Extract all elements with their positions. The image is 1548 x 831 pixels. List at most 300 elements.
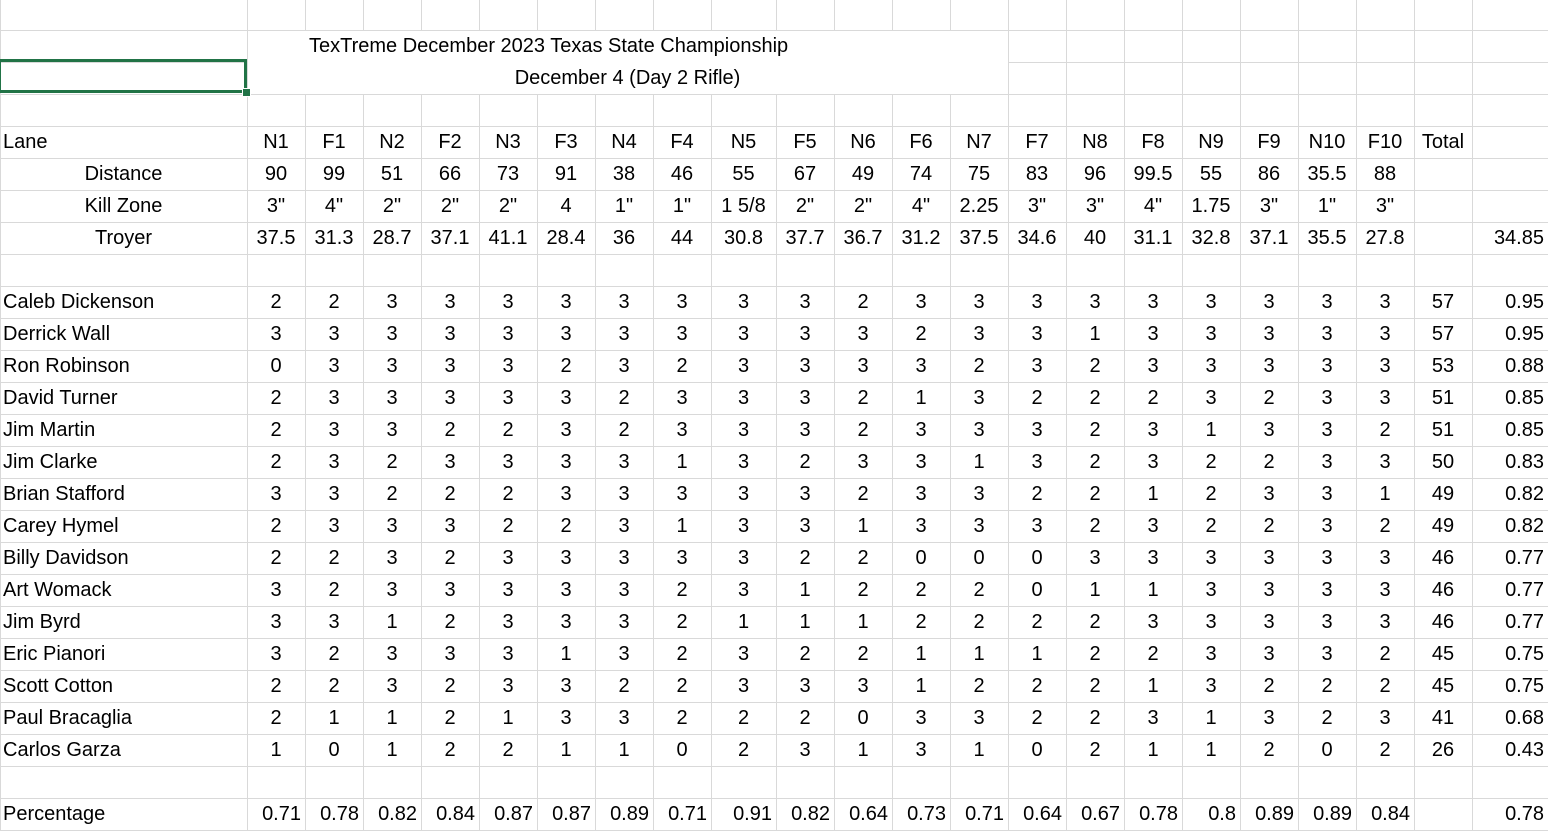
shooter-score[interactable]: 2 bbox=[618, 419, 630, 441]
troyer-average[interactable]: 34.85 bbox=[1493, 227, 1544, 249]
shooter-score[interactable]: 3 bbox=[737, 387, 750, 409]
shooter-score[interactable]: 3 bbox=[328, 451, 340, 473]
shooter-name[interactable]: Billy Davidson bbox=[3, 547, 129, 569]
shooter-score[interactable]: 1 bbox=[328, 707, 340, 729]
shooter-score[interactable]: 3 bbox=[1321, 579, 1333, 601]
distance-label[interactable]: Distance bbox=[84, 163, 163, 185]
shooter-score[interactable]: 3 bbox=[1321, 387, 1333, 409]
distance-value[interactable]: 99 bbox=[322, 163, 346, 185]
shooter-score[interactable]: 3 bbox=[502, 579, 514, 601]
shooter-percentage[interactable]: 0.95 bbox=[1505, 291, 1544, 313]
shooter-name[interactable]: Caleb Dickenson bbox=[3, 291, 155, 313]
shooter-score[interactable]: 3 bbox=[799, 387, 811, 409]
shooter-score[interactable]: 3 bbox=[618, 707, 630, 729]
shooter-score[interactable]: 2 bbox=[1089, 675, 1101, 697]
shooter-score[interactable]: 3 bbox=[1031, 515, 1043, 537]
shooter-score[interactable]: 3 bbox=[502, 323, 514, 345]
shooter-score[interactable]: 1 bbox=[1147, 675, 1159, 697]
shooter-score[interactable]: 3 bbox=[618, 515, 630, 537]
shooter-score[interactable]: 3 bbox=[560, 675, 572, 697]
shooter-score[interactable]: 1 bbox=[737, 611, 750, 633]
shooter-score[interactable]: 3 bbox=[444, 355, 456, 377]
shooter-score[interactable]: 3 bbox=[328, 419, 340, 441]
shooter-score[interactable]: 3 bbox=[1321, 515, 1333, 537]
shooter-score[interactable]: 3 bbox=[1205, 675, 1217, 697]
shooter-score[interactable]: 3 bbox=[973, 323, 985, 345]
shooter-score[interactable]: 2 bbox=[737, 739, 750, 761]
shooter-score[interactable]: 2 bbox=[560, 515, 572, 537]
shooter-score[interactable]: 3 bbox=[560, 419, 572, 441]
shooter-score[interactable]: 3 bbox=[737, 451, 750, 473]
shooter-score[interactable]: 3 bbox=[502, 291, 514, 313]
shooter-score[interactable]: 3 bbox=[915, 419, 927, 441]
kill-zone-value[interactable]: 2" bbox=[498, 195, 518, 217]
shooter-score[interactable]: 1 bbox=[560, 643, 572, 665]
shooter-score[interactable]: 3 bbox=[444, 451, 456, 473]
shooter-score[interactable]: 2 bbox=[799, 643, 811, 665]
shooter-score[interactable]: 1 bbox=[973, 451, 985, 473]
shooter-score[interactable]: 3 bbox=[1205, 387, 1217, 409]
shooter-score[interactable]: 3 bbox=[386, 579, 398, 601]
lane-header[interactable]: N10 bbox=[1308, 131, 1346, 153]
shooter-score[interactable]: 3 bbox=[560, 707, 572, 729]
shooter-score[interactable]: 3 bbox=[1379, 387, 1391, 409]
kill-zone-value[interactable]: 4 bbox=[560, 195, 572, 217]
shooter-score[interactable]: 2 bbox=[1031, 483, 1043, 505]
shooter-score[interactable]: 2 bbox=[1263, 515, 1275, 537]
shooter-score[interactable]: 3 bbox=[973, 483, 985, 505]
kill-zone-label[interactable]: Kill Zone bbox=[84, 195, 163, 217]
shooter-score[interactable]: 3 bbox=[328, 387, 340, 409]
shooter-score[interactable]: 2 bbox=[857, 483, 869, 505]
shooter-score[interactable]: 2 bbox=[1147, 387, 1159, 409]
shooter-score[interactable]: 3 bbox=[270, 323, 282, 345]
shooter-score[interactable]: 2 bbox=[444, 419, 456, 441]
distance-value[interactable]: 96 bbox=[1083, 163, 1107, 185]
shooter-score[interactable]: 2 bbox=[1089, 707, 1101, 729]
shooter-score[interactable]: 1 bbox=[1205, 707, 1217, 729]
shooter-score[interactable]: 3 bbox=[560, 291, 572, 313]
shooter-score[interactable]: 2 bbox=[1379, 675, 1391, 697]
shooter-score[interactable]: 3 bbox=[1379, 291, 1391, 313]
lane-header[interactable]: N5 bbox=[730, 131, 757, 153]
fill-handle[interactable] bbox=[242, 88, 251, 97]
shooter-score[interactable]: 3 bbox=[270, 611, 282, 633]
shooter-total[interactable]: 50 bbox=[1431, 451, 1455, 473]
shooter-score[interactable]: 1 bbox=[386, 611, 398, 633]
shooter-percentage[interactable]: 0.77 bbox=[1505, 611, 1544, 633]
lane-percentage[interactable]: 0.78 bbox=[320, 803, 359, 825]
shooter-score[interactable]: 2 bbox=[328, 675, 340, 697]
shooter-score[interactable]: 3 bbox=[857, 675, 869, 697]
shooter-score[interactable]: 2 bbox=[1031, 675, 1043, 697]
shooter-score[interactable]: 3 bbox=[1205, 579, 1217, 601]
shooter-score[interactable]: 1 bbox=[386, 739, 398, 761]
shooter-score[interactable]: 3 bbox=[444, 579, 456, 601]
kill-zone-value[interactable]: 3" bbox=[266, 195, 286, 217]
shooter-score[interactable]: 3 bbox=[1379, 611, 1391, 633]
shooter-score[interactable]: 3 bbox=[444, 387, 456, 409]
shooter-score[interactable]: 3 bbox=[502, 675, 514, 697]
kill-zone-value[interactable]: 1" bbox=[672, 195, 692, 217]
shooter-score[interactable]: 2 bbox=[915, 611, 927, 633]
shooter-score[interactable]: 2 bbox=[1089, 419, 1101, 441]
lane-label[interactable]: Lane bbox=[3, 131, 48, 153]
shooter-score[interactable]: 3 bbox=[1147, 515, 1159, 537]
shooter-score[interactable]: 2 bbox=[1263, 387, 1275, 409]
shooter-percentage[interactable]: 0.43 bbox=[1505, 739, 1544, 761]
lane-percentage[interactable]: 0.82 bbox=[791, 803, 830, 825]
shooter-total[interactable]: 26 bbox=[1431, 739, 1455, 761]
shooter-percentage[interactable]: 0.83 bbox=[1505, 451, 1544, 473]
distance-value[interactable]: 91 bbox=[554, 163, 578, 185]
shooter-score[interactable]: 2 bbox=[1263, 675, 1275, 697]
shooter-name[interactable]: Ron Robinson bbox=[3, 355, 130, 377]
shooter-score[interactable]: 0 bbox=[676, 739, 688, 761]
shooter-score[interactable]: 3 bbox=[1147, 291, 1159, 313]
shooter-score[interactable]: 1 bbox=[618, 739, 630, 761]
shooter-score[interactable]: 3 bbox=[676, 547, 688, 569]
shooter-score[interactable]: 3 bbox=[560, 611, 572, 633]
shooter-score[interactable]: 2 bbox=[1031, 611, 1043, 633]
lane-header[interactable]: N1 bbox=[263, 131, 289, 153]
shooter-score[interactable]: 3 bbox=[1205, 291, 1217, 313]
distance-value[interactable]: 86 bbox=[1257, 163, 1281, 185]
shooter-score[interactable]: 3 bbox=[270, 643, 282, 665]
troyer-value[interactable]: 31.2 bbox=[901, 227, 941, 249]
shooter-score[interactable]: 2 bbox=[1089, 355, 1101, 377]
shooter-score[interactable]: 3 bbox=[1321, 291, 1333, 313]
shooter-score[interactable]: 3 bbox=[618, 483, 630, 505]
shooter-score[interactable]: 3 bbox=[799, 355, 811, 377]
shooter-name[interactable]: David Turner bbox=[3, 387, 118, 409]
shooter-score[interactable]: 3 bbox=[1321, 547, 1333, 569]
shooter-score[interactable]: 1 bbox=[1205, 419, 1217, 441]
shooter-score[interactable]: 3 bbox=[737, 291, 750, 313]
shooter-name[interactable]: Jim Clarke bbox=[3, 451, 98, 473]
shooter-score[interactable]: 2 bbox=[328, 547, 340, 569]
shooter-score[interactable]: 2 bbox=[1089, 739, 1101, 761]
shooter-score[interactable]: 2 bbox=[857, 387, 869, 409]
shooter-score[interactable]: 2 bbox=[1031, 707, 1043, 729]
shooter-score[interactable]: 3 bbox=[973, 515, 985, 537]
kill-zone-value[interactable]: 3" bbox=[1027, 195, 1047, 217]
shooter-score[interactable]: 3 bbox=[915, 515, 927, 537]
shooter-score[interactable]: 2 bbox=[1379, 419, 1391, 441]
shooter-score[interactable]: 3 bbox=[676, 387, 688, 409]
distance-value[interactable]: 46 bbox=[670, 163, 694, 185]
shooter-score[interactable]: 3 bbox=[1147, 547, 1159, 569]
shooter-score[interactable]: 3 bbox=[1379, 579, 1391, 601]
shooter-score[interactable]: 2 bbox=[1263, 739, 1275, 761]
shooter-score[interactable]: 3 bbox=[1263, 291, 1275, 313]
shooter-score[interactable]: 2 bbox=[1147, 643, 1159, 665]
shooter-score[interactable]: 2 bbox=[799, 707, 811, 729]
shooter-total[interactable]: 57 bbox=[1431, 323, 1455, 345]
distance-value[interactable]: 83 bbox=[1025, 163, 1049, 185]
kill-zone-value[interactable]: 2" bbox=[853, 195, 873, 217]
shooter-percentage[interactable]: 0.82 bbox=[1505, 515, 1544, 537]
shooter-percentage[interactable]: 0.77 bbox=[1505, 547, 1544, 569]
shooter-score[interactable]: 1 bbox=[915, 387, 927, 409]
shooter-score[interactable]: 3 bbox=[1263, 483, 1275, 505]
shooter-score[interactable]: 3 bbox=[799, 739, 811, 761]
lane-percentage[interactable]: 0.71 bbox=[262, 803, 301, 825]
shooter-score[interactable]: 1 bbox=[1205, 739, 1217, 761]
shooter-score[interactable]: 3 bbox=[560, 547, 572, 569]
shooter-score[interactable]: 2 bbox=[973, 579, 985, 601]
distance-value[interactable]: 38 bbox=[612, 163, 636, 185]
shooter-total[interactable]: 45 bbox=[1431, 643, 1455, 665]
shooter-score[interactable]: 2 bbox=[270, 515, 282, 537]
lane-header[interactable]: F8 bbox=[1141, 131, 1165, 153]
shooter-score[interactable]: 1 bbox=[502, 707, 514, 729]
shooter-score[interactable]: 2 bbox=[737, 707, 750, 729]
lane-percentage[interactable]: 0.82 bbox=[378, 803, 417, 825]
shooter-score[interactable]: 2 bbox=[1089, 483, 1101, 505]
shooter-score[interactable]: 3 bbox=[560, 483, 572, 505]
shooter-score[interactable]: 3 bbox=[1147, 419, 1159, 441]
shooter-score[interactable]: 2 bbox=[973, 355, 985, 377]
shooter-score[interactable]: 3 bbox=[1147, 707, 1159, 729]
troyer-value[interactable]: 36.7 bbox=[843, 227, 883, 249]
shooter-score[interactable]: 2 bbox=[857, 643, 869, 665]
troyer-value[interactable]: 30.8 bbox=[724, 227, 763, 249]
shooter-score[interactable]: 3 bbox=[444, 515, 456, 537]
lane-header[interactable]: F4 bbox=[670, 131, 694, 153]
shooter-score[interactable]: 1 bbox=[1089, 579, 1101, 601]
shooter-score[interactable]: 3 bbox=[676, 291, 688, 313]
shooter-score[interactable]: 2 bbox=[676, 675, 688, 697]
shooter-score[interactable]: 2 bbox=[1205, 483, 1217, 505]
lane-header[interactable]: N7 bbox=[966, 131, 992, 153]
shooter-score[interactable]: 2 bbox=[1205, 515, 1217, 537]
shooter-score[interactable]: 2 bbox=[973, 611, 985, 633]
shooter-score[interactable]: 1 bbox=[799, 611, 811, 633]
lane-percentage[interactable]: 0.87 bbox=[494, 803, 533, 825]
shooter-name[interactable]: Carey Hymel bbox=[3, 515, 119, 537]
shooter-percentage[interactable]: 0.82 bbox=[1505, 483, 1544, 505]
shooter-percentage[interactable]: 0.88 bbox=[1505, 355, 1544, 377]
shooter-score[interactable]: 2 bbox=[444, 707, 456, 729]
shooter-score[interactable]: 2 bbox=[444, 483, 456, 505]
troyer-value[interactable]: 27.8 bbox=[1365, 227, 1405, 249]
shooter-score[interactable]: 3 bbox=[1205, 643, 1217, 665]
lane-percentage[interactable]: 0.71 bbox=[965, 803, 1004, 825]
shooter-score[interactable]: 1 bbox=[1147, 483, 1159, 505]
troyer-value[interactable]: 34.6 bbox=[1017, 227, 1057, 249]
shooter-score[interactable]: 3 bbox=[857, 355, 869, 377]
shooter-score[interactable]: 3 bbox=[386, 547, 398, 569]
shooter-score[interactable]: 3 bbox=[560, 579, 572, 601]
shooter-score[interactable]: 3 bbox=[1321, 643, 1333, 665]
shooter-score[interactable]: 2 bbox=[386, 483, 398, 505]
shooter-score[interactable]: 3 bbox=[799, 483, 811, 505]
lane-header[interactable]: F6 bbox=[909, 131, 933, 153]
shooter-score[interactable]: 3 bbox=[328, 355, 340, 377]
shooter-score[interactable]: 1 bbox=[857, 611, 869, 633]
shooter-score[interactable]: 2 bbox=[915, 323, 927, 345]
troyer-value[interactable]: 32.8 bbox=[1191, 227, 1231, 249]
shooter-score[interactable]: 3 bbox=[1379, 451, 1391, 473]
distance-value[interactable]: 74 bbox=[909, 163, 933, 185]
shooter-name[interactable]: Scott Cotton bbox=[3, 675, 114, 697]
lane-percentage[interactable]: 0.64 bbox=[849, 803, 888, 825]
shooter-score[interactable]: 0 bbox=[328, 739, 340, 761]
shooter-score[interactable]: 3 bbox=[676, 323, 688, 345]
shooter-score[interactable]: 2 bbox=[502, 419, 514, 441]
total-header[interactable]: Total bbox=[1421, 131, 1465, 153]
shooter-score[interactable]: 3 bbox=[386, 643, 398, 665]
shooter-total[interactable]: 49 bbox=[1431, 483, 1455, 505]
shooter-score[interactable]: 2 bbox=[1089, 515, 1101, 537]
troyer-value[interactable]: 40 bbox=[1083, 227, 1107, 249]
shooter-score[interactable]: 2 bbox=[1089, 611, 1101, 633]
shooter-score[interactable]: 2 bbox=[444, 547, 456, 569]
shooter-score[interactable]: 3 bbox=[799, 323, 811, 345]
kill-zone-value[interactable]: 1" bbox=[614, 195, 634, 217]
shooter-total[interactable]: 46 bbox=[1431, 547, 1455, 569]
lane-header[interactable]: F2 bbox=[438, 131, 462, 153]
distance-value[interactable]: 88 bbox=[1373, 163, 1397, 185]
shooter-score[interactable]: 3 bbox=[1147, 355, 1159, 377]
shooter-score[interactable]: 3 bbox=[618, 355, 630, 377]
shooter-name[interactable]: Derrick Wall bbox=[3, 323, 111, 345]
kill-zone-value[interactable]: 4" bbox=[911, 195, 931, 217]
shooter-score[interactable]: 2 bbox=[618, 387, 630, 409]
shooter-score[interactable]: 3 bbox=[502, 451, 514, 473]
shooter-score[interactable]: 3 bbox=[799, 291, 811, 313]
shooter-score[interactable]: 3 bbox=[1321, 483, 1333, 505]
shooter-score[interactable]: 3 bbox=[560, 451, 572, 473]
shooter-name[interactable]: Jim Martin bbox=[3, 419, 96, 441]
distance-value[interactable]: 35.5 bbox=[1307, 163, 1347, 185]
shooter-score[interactable]: 2 bbox=[676, 643, 688, 665]
shooter-score[interactable]: 3 bbox=[973, 387, 985, 409]
shooter-score[interactable]: 3 bbox=[915, 707, 927, 729]
active-cell-selection[interactable] bbox=[0, 59, 247, 93]
shooter-score[interactable]: 3 bbox=[737, 579, 750, 601]
shooter-score[interactable]: 2 bbox=[1379, 643, 1391, 665]
shooter-score[interactable]: 0 bbox=[1321, 739, 1333, 761]
shooter-score[interactable]: 3 bbox=[737, 323, 750, 345]
shooter-score[interactable]: 1 bbox=[973, 739, 985, 761]
lane-percentage[interactable]: 0.71 bbox=[668, 803, 707, 825]
troyer-value[interactable]: 41.1 bbox=[488, 227, 528, 249]
shooter-score[interactable]: 3 bbox=[386, 515, 398, 537]
shooter-percentage[interactable]: 0.85 bbox=[1505, 387, 1544, 409]
shooter-score[interactable]: 3 bbox=[1379, 547, 1391, 569]
shooter-score[interactable]: 3 bbox=[502, 387, 514, 409]
lane-percentage[interactable]: 0.64 bbox=[1023, 803, 1062, 825]
lane-header[interactable]: N9 bbox=[1198, 131, 1224, 153]
shooter-score[interactable]: 2 bbox=[676, 579, 688, 601]
lane-percentage[interactable]: 0.78 bbox=[1139, 803, 1178, 825]
shooter-score[interactable]: 3 bbox=[618, 611, 630, 633]
shooter-score[interactable]: 3 bbox=[1263, 579, 1275, 601]
shooter-score[interactable]: 2 bbox=[676, 355, 688, 377]
shooter-score[interactable]: 2 bbox=[444, 675, 456, 697]
shooter-score[interactable]: 3 bbox=[1263, 707, 1275, 729]
shooter-score[interactable]: 3 bbox=[386, 355, 398, 377]
shooter-score[interactable]: 3 bbox=[618, 323, 630, 345]
kill-zone-value[interactable]: 2" bbox=[440, 195, 460, 217]
shooter-score[interactable]: 1 bbox=[1379, 483, 1391, 505]
shooter-score[interactable]: 3 bbox=[737, 355, 750, 377]
shooter-score[interactable]: 0 bbox=[857, 707, 869, 729]
shooter-score[interactable]: 2 bbox=[270, 419, 282, 441]
shooter-total[interactable]: 46 bbox=[1431, 611, 1455, 633]
shooter-score[interactable]: 3 bbox=[857, 323, 869, 345]
shooter-score[interactable]: 3 bbox=[1321, 611, 1333, 633]
shooter-score[interactable]: 2 bbox=[857, 291, 869, 313]
shooter-score[interactable]: 2 bbox=[1031, 387, 1043, 409]
shooter-score[interactable]: 3 bbox=[618, 451, 630, 473]
shooter-percentage[interactable]: 0.68 bbox=[1505, 707, 1544, 729]
distance-value[interactable]: 51 bbox=[380, 163, 404, 185]
shooter-score[interactable]: 3 bbox=[560, 323, 572, 345]
lane-header[interactable]: F3 bbox=[554, 131, 578, 153]
shooter-score[interactable]: 3 bbox=[1263, 323, 1275, 345]
shooter-score[interactable]: 3 bbox=[1263, 547, 1275, 569]
shooter-score[interactable]: 2 bbox=[1321, 707, 1333, 729]
shooter-score[interactable]: 3 bbox=[1147, 611, 1159, 633]
kill-zone-value[interactable]: 2" bbox=[795, 195, 815, 217]
shooter-score[interactable]: 3 bbox=[857, 451, 869, 473]
shooter-score[interactable]: 2 bbox=[1321, 675, 1333, 697]
shooter-score[interactable]: 3 bbox=[1205, 611, 1217, 633]
shooter-score[interactable]: 2 bbox=[328, 579, 340, 601]
lane-header[interactable]: F5 bbox=[793, 131, 817, 153]
shooter-score[interactable]: 1 bbox=[560, 739, 572, 761]
lane-percentage[interactable]: 0.73 bbox=[907, 803, 946, 825]
shooter-score[interactable]: 3 bbox=[1263, 643, 1275, 665]
troyer-value[interactable]: 28.4 bbox=[546, 227, 586, 249]
troyer-value[interactable]: 35.5 bbox=[1307, 227, 1347, 249]
lane-percentage[interactable]: 0.89 bbox=[610, 803, 649, 825]
troyer-value[interactable]: 28.7 bbox=[372, 227, 412, 249]
lane-header[interactable]: N8 bbox=[1082, 131, 1108, 153]
shooter-score[interactable]: 1 bbox=[857, 739, 869, 761]
shooter-score[interactable]: 3 bbox=[1205, 355, 1217, 377]
overall-percentage[interactable]: 0.78 bbox=[1505, 803, 1544, 825]
shooter-total[interactable]: 51 bbox=[1431, 387, 1455, 409]
shooter-total[interactable]: 51 bbox=[1431, 419, 1455, 441]
lane-percentage[interactable]: 0.84 bbox=[436, 803, 475, 825]
shooter-total[interactable]: 46 bbox=[1431, 579, 1455, 601]
shooter-score[interactable]: 3 bbox=[1205, 323, 1217, 345]
shooter-score[interactable]: 0 bbox=[1031, 579, 1043, 601]
lane-percentage[interactable]: 0.8 bbox=[1208, 803, 1236, 825]
shooter-score[interactable]: 3 bbox=[1031, 291, 1043, 313]
troyer-value[interactable]: 37.1 bbox=[430, 227, 470, 249]
kill-zone-value[interactable]: 3" bbox=[1259, 195, 1279, 217]
lane-header[interactable]: N4 bbox=[611, 131, 637, 153]
distance-value[interactable]: 99.5 bbox=[1133, 163, 1173, 185]
shooter-score[interactable]: 2 bbox=[1089, 451, 1101, 473]
shooter-score[interactable]: 2 bbox=[973, 675, 985, 697]
lane-percentage[interactable]: 0.84 bbox=[1371, 803, 1410, 825]
troyer-value[interactable]: 31.3 bbox=[314, 227, 354, 249]
shooter-score[interactable]: 0 bbox=[1031, 547, 1043, 569]
shooter-score[interactable]: 3 bbox=[915, 483, 927, 505]
shooter-score[interactable]: 1 bbox=[1089, 323, 1101, 345]
shooter-score[interactable]: 3 bbox=[1321, 451, 1333, 473]
troyer-label[interactable]: Troyer bbox=[94, 227, 153, 249]
shooter-score[interactable]: 2 bbox=[270, 451, 282, 473]
shooter-score[interactable]: 1 bbox=[270, 739, 282, 761]
shooter-score[interactable]: 3 bbox=[737, 547, 750, 569]
